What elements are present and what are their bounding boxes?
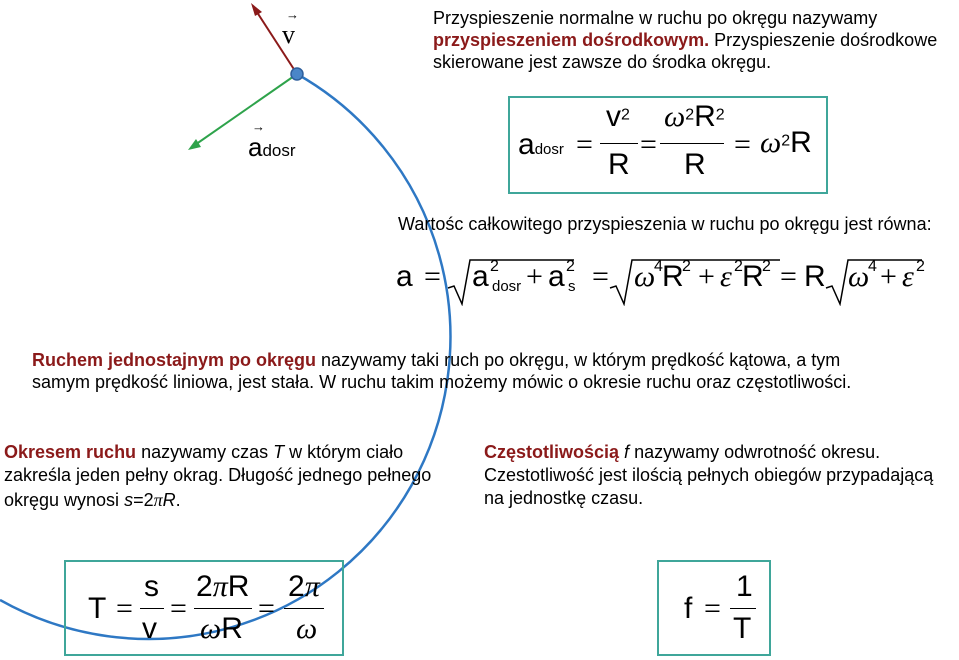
- acceleration-arrowhead: [188, 139, 201, 150]
- equals-sign: =: [258, 592, 275, 625]
- T-symbol: T: [88, 592, 107, 625]
- vector-arrow-icon: →: [252, 119, 265, 134]
- numerator-s: s: [144, 570, 159, 603]
- numerator-1: 1: [736, 570, 753, 603]
- equals-sign: =: [704, 592, 721, 625]
- fraction-v2-over-R: $v^2$: [606, 100, 630, 133]
- fraction-bar: [284, 608, 324, 609]
- moving-point: [291, 68, 303, 80]
- numerator-omega2-R2: $\omega^2R^2$: [664, 100, 725, 133]
- total-acceleration-formula: a = a 2 dosr + a 2 s = ω 4 R 2 + ε 2 R 2 = R ω 4 + ε 2: [396, 258, 956, 308]
- acceleration-label: → adosr: [248, 119, 296, 162]
- total-acceleration-text: Wartośc całkowitego przyspieszenia w ruchu po okręgu jest równa:: [398, 214, 932, 234]
- equals-sign: =: [734, 128, 751, 161]
- denominator-v: v: [142, 612, 157, 645]
- f-symbol: f: [684, 592, 693, 625]
- intro-paragraph: Przyspieszenie normalne w ruchu po okręgu nazywamy przyspieszeniem dośrodkowym. Przyspieszenie dośrodkowe skierowane jest zawsze do środka okręgu.: [433, 8, 938, 72]
- velocity-arrowhead: [251, 3, 262, 16]
- denominator-omegaR: ωR: [200, 612, 243, 645]
- denominator-R: R: [684, 148, 706, 181]
- velocity-label: → v: [282, 7, 299, 49]
- numerator-2pi: 2π: [288, 570, 320, 603]
- fraction-bar: [140, 608, 164, 609]
- denominator-omega: ω: [296, 612, 318, 645]
- fraction-bar: [730, 608, 756, 609]
- a-dosr-symbol: adosr: [518, 128, 564, 161]
- period-paragraph: Okresem ruchu nazywamy czas T w którym ciało zakreśla jeden pełny okrag. Długość jednego pełnego okręgu wynosi s=2πR.: [4, 442, 432, 510]
- fraction-bar: [660, 143, 724, 144]
- fraction-bar: [600, 143, 638, 144]
- uniform-motion-paragraph: Ruchem jednostajnym po okręgu nazywamy taki ruch po okręgu, w którym prędkość kątowa, a tym samym prędkość liniowa, jest stała. W ruchu takim możemy mówic o okresie ruchu oraz częstotliwości.: [32, 350, 852, 392]
- equals-sign: =: [170, 592, 187, 625]
- equals-sign: =: [116, 592, 133, 625]
- fraction-bar: [194, 608, 252, 609]
- equals-sign: =: [576, 128, 593, 161]
- numerator-2piR: 2πR: [196, 570, 250, 603]
- denominator-T: T: [733, 612, 752, 645]
- vector-arrow-icon: →: [286, 7, 299, 22]
- frequency-paragraph: Częstotliwością f nazywamy odwrotność okresu. Czestotliwość jest ilością pełnych obiegów przypadającą na jednostkę czasu.: [484, 442, 934, 508]
- denominator-R: R: [608, 148, 630, 181]
- equals-sign: =: [640, 128, 657, 161]
- omega2-R: $\omega^2R$: [760, 126, 812, 159]
